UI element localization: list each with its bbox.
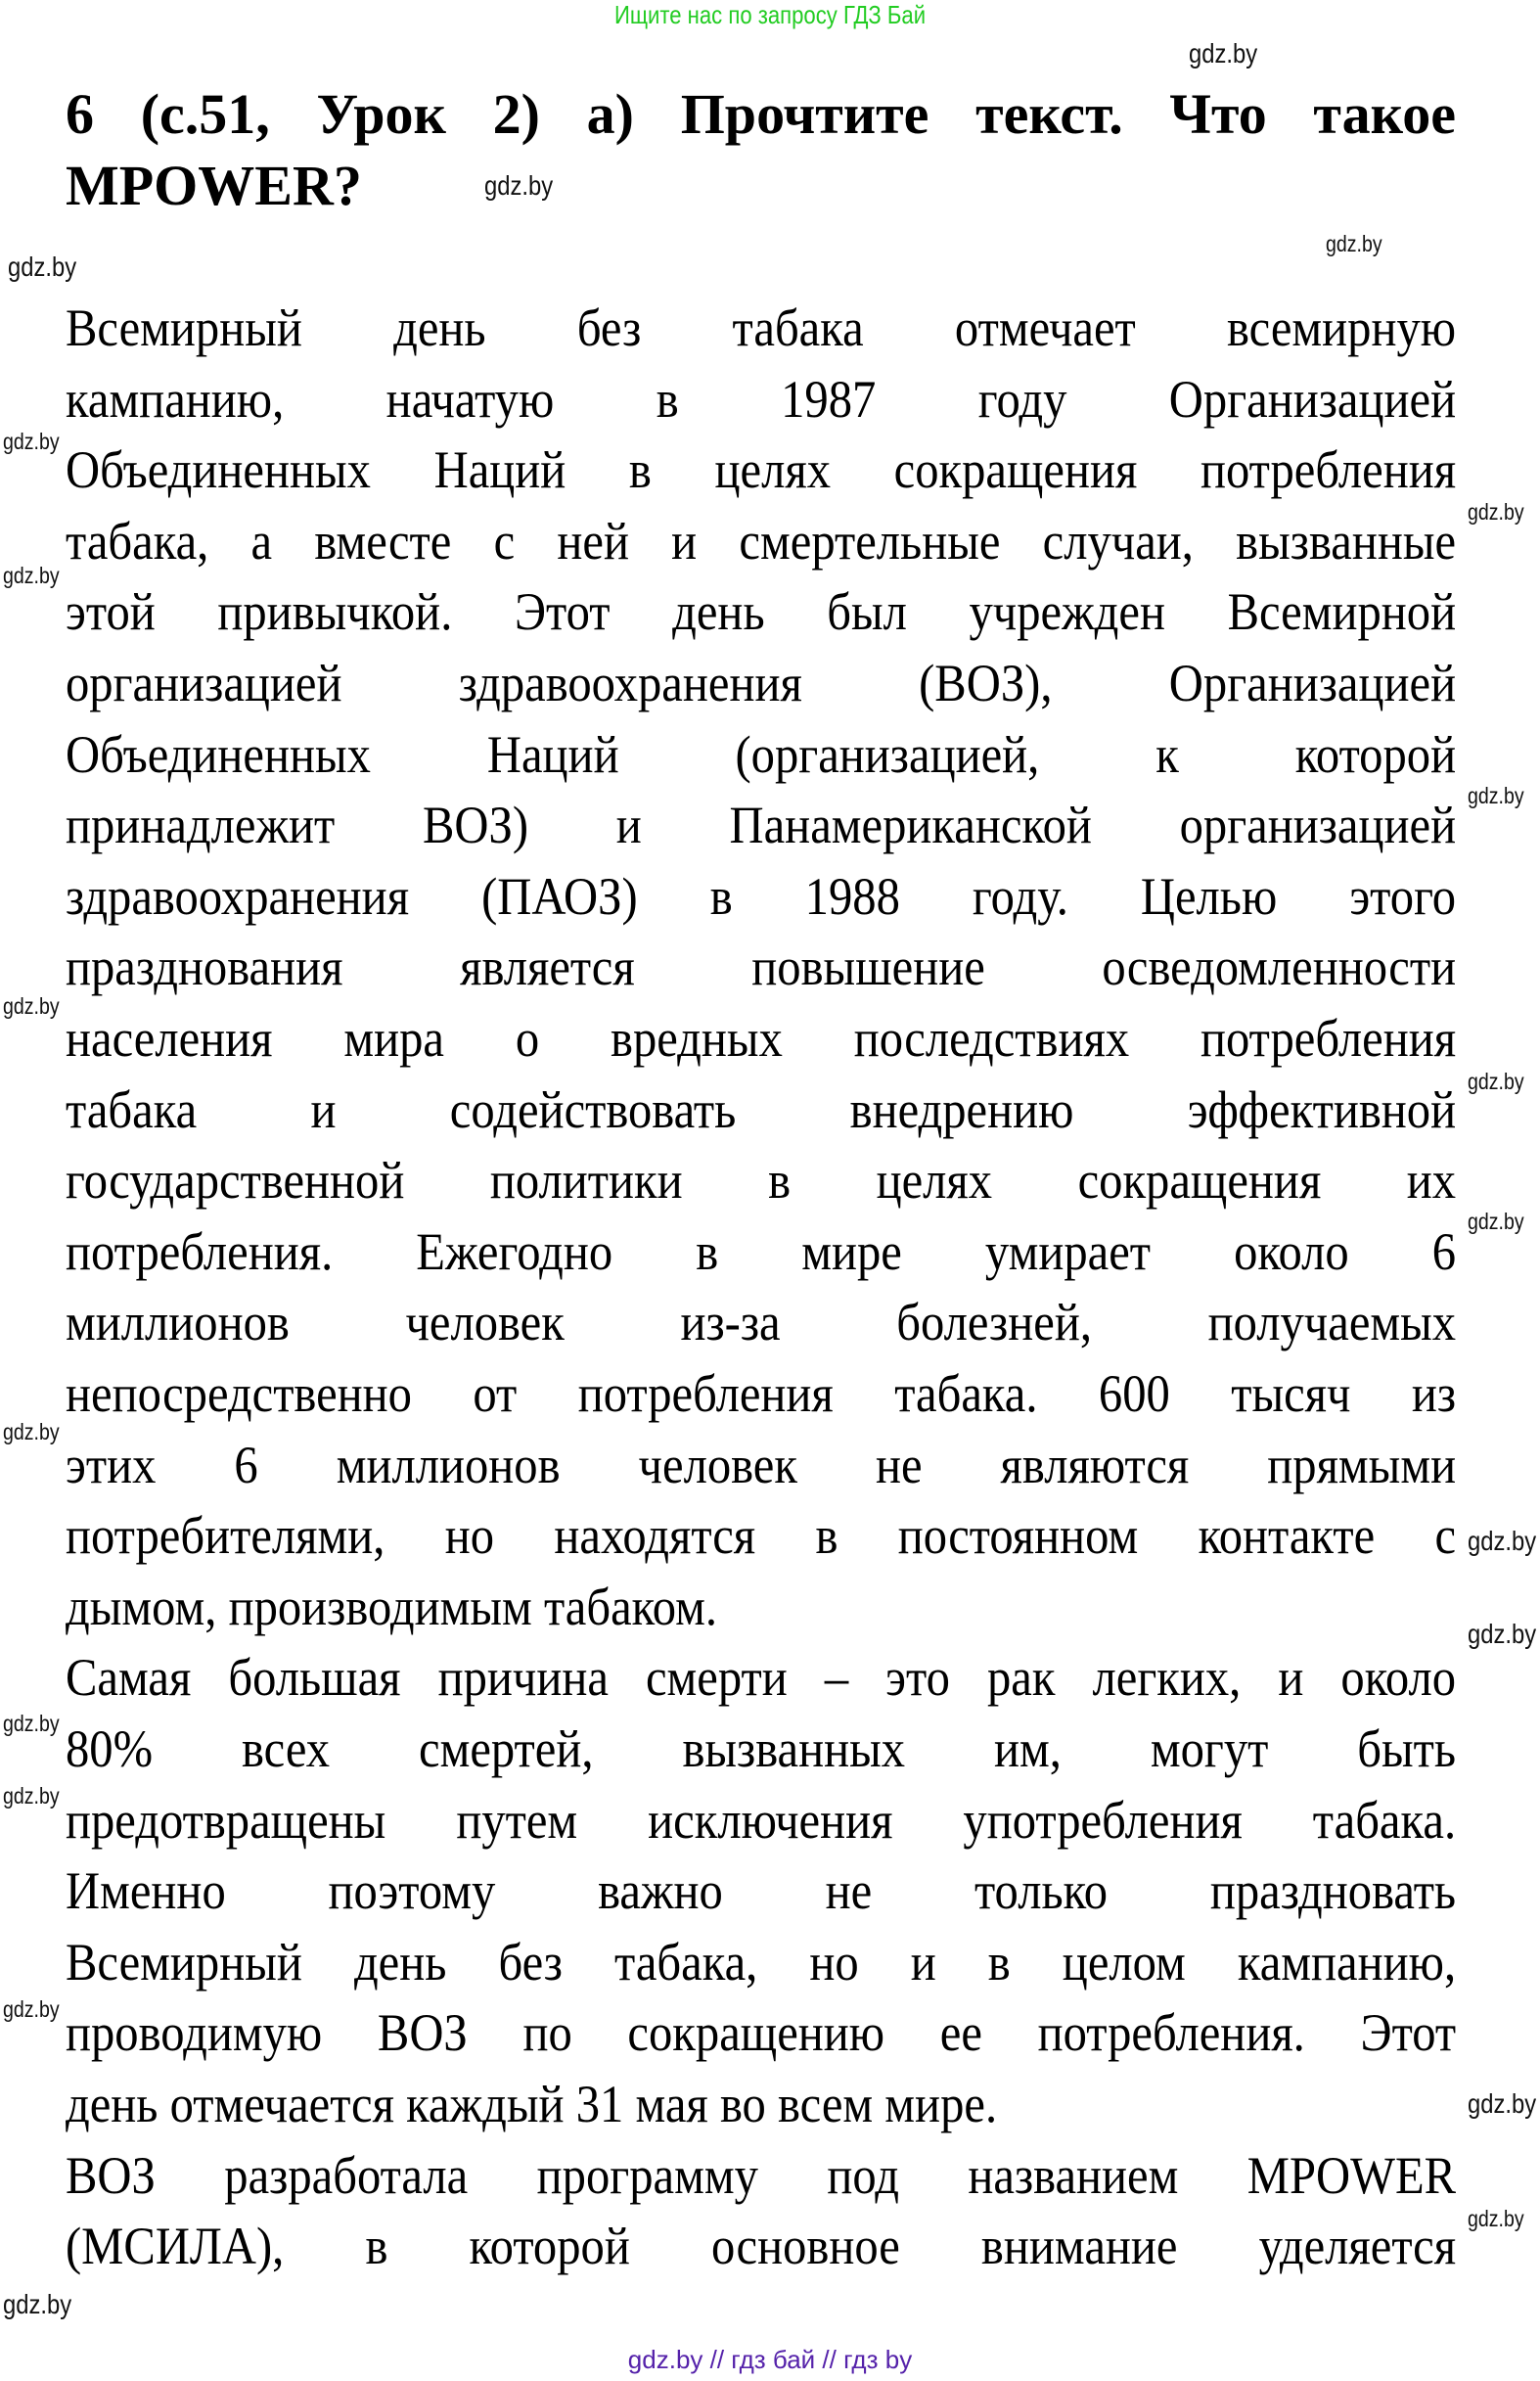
watermark: gdz.by	[1468, 1619, 1537, 1649]
watermark: gdz.by	[1468, 1209, 1524, 1234]
body-line: дымом, производимым табаком.	[66, 1577, 718, 1636]
body-line: празднования является повышение осведомленности	[66, 938, 1457, 997]
search-banner: Ищите нас по запросу ГДЗ Бай	[613, 0, 927, 29]
watermark: gdz.by	[3, 1711, 60, 1736]
body-line: населения мира о вредных последствиях потребления	[66, 1009, 1457, 1068]
body-line: этой привычкой. Этот день был учрежден Всемирной	[66, 582, 1457, 642]
body-line: организацией здравоохранения (ВОЗ), Организацией	[66, 654, 1457, 712]
watermark: gdz.by	[1468, 1526, 1537, 1556]
body-line: Самая большая причина смерти – это рак легких, и около	[66, 1648, 1457, 1708]
body-line: Всемирный день без табака отмечает всемирную	[66, 298, 1457, 357]
body-line: принадлежит ВОЗ) и Панамериканской организацией	[66, 796, 1457, 855]
task-title-line-1: 6 (с.51, Урок 2) а) Прочтите текст. Что такое	[66, 82, 1456, 146]
body-line: ВОЗ разработала программу под названием MPOWER	[66, 2145, 1457, 2205]
watermark: gdz.by	[3, 563, 60, 588]
body-line: Именно поэтому важно не только праздновать	[66, 1861, 1457, 1921]
watermark: gdz.by	[1468, 499, 1524, 525]
watermark: gdz.by	[1189, 38, 1258, 69]
watermark: gdz.by	[1326, 231, 1382, 256]
body-line: этих 6 миллионов человек не являются прямыми	[66, 1435, 1457, 1494]
footer-links: gdz.by // гдз бай // гдз by	[627, 2345, 913, 2374]
watermark: gdz.by	[3, 993, 60, 1019]
body-line: Объединенных Наций в целях сокращения потребления	[66, 440, 1457, 500]
watermark: gdz.by	[3, 429, 60, 454]
body-line: проводимую ВОЗ по сокращению ее потребления. Этот	[66, 2003, 1457, 2063]
body-line: Объединенных Наций (организацией, к которой	[66, 724, 1457, 784]
body-line: здравоохранения (ПАОЗ) в 1988 году. Целью этого	[66, 866, 1457, 926]
body-line: потребителями, но находятся в постоянном контакте с	[66, 1506, 1457, 1566]
body-line: (МСИЛА), в которой основное внимание уделяется	[66, 2217, 1457, 2276]
body-line: табака и содействовать внедрению эффективной	[66, 1079, 1457, 1139]
body-line: 80% всех смертей, вызванных им, могут быть	[66, 1719, 1457, 1778]
body-line: миллионов человек из-за болезней, получаемых	[66, 1293, 1457, 1352]
task-title-line-2: MPOWER?	[66, 154, 362, 217]
body-line: Всемирный день без табака, но и в целом кампанию,	[66, 1932, 1457, 1992]
watermark: gdz.by	[8, 252, 77, 282]
body-line: непосредственно от потребления табака. 600 тысяч из	[66, 1364, 1457, 1423]
body-line: день отмечается каждый 31 мая во всем мире.	[66, 2075, 998, 2133]
watermark: gdz.by	[3, 1419, 60, 1444]
watermark: gdz.by	[1468, 783, 1524, 808]
body-line: потребления. Ежегодно в мире умирает около 6	[66, 1221, 1457, 1281]
body-line: государственной политики в целях сокращения их	[66, 1151, 1457, 1211]
watermark: gdz.by	[3, 1996, 60, 2022]
body-line: табака, а вместе с ней и смертельные случаи, вызванные	[66, 511, 1457, 571]
watermark: gdz.by	[3, 1783, 60, 1809]
watermark: gdz.by	[1468, 1069, 1524, 1094]
watermark: gdz.by	[484, 170, 554, 201]
watermark: gdz.by	[1468, 2206, 1524, 2231]
body-line: кампанию, начатую в 1987 году Организацией	[66, 369, 1457, 429]
watermark: gdz.by	[3, 2289, 72, 2319]
watermark: gdz.by	[1468, 2088, 1537, 2119]
body-line: предотвращены путем исключения употребления табака.	[66, 1790, 1457, 1850]
